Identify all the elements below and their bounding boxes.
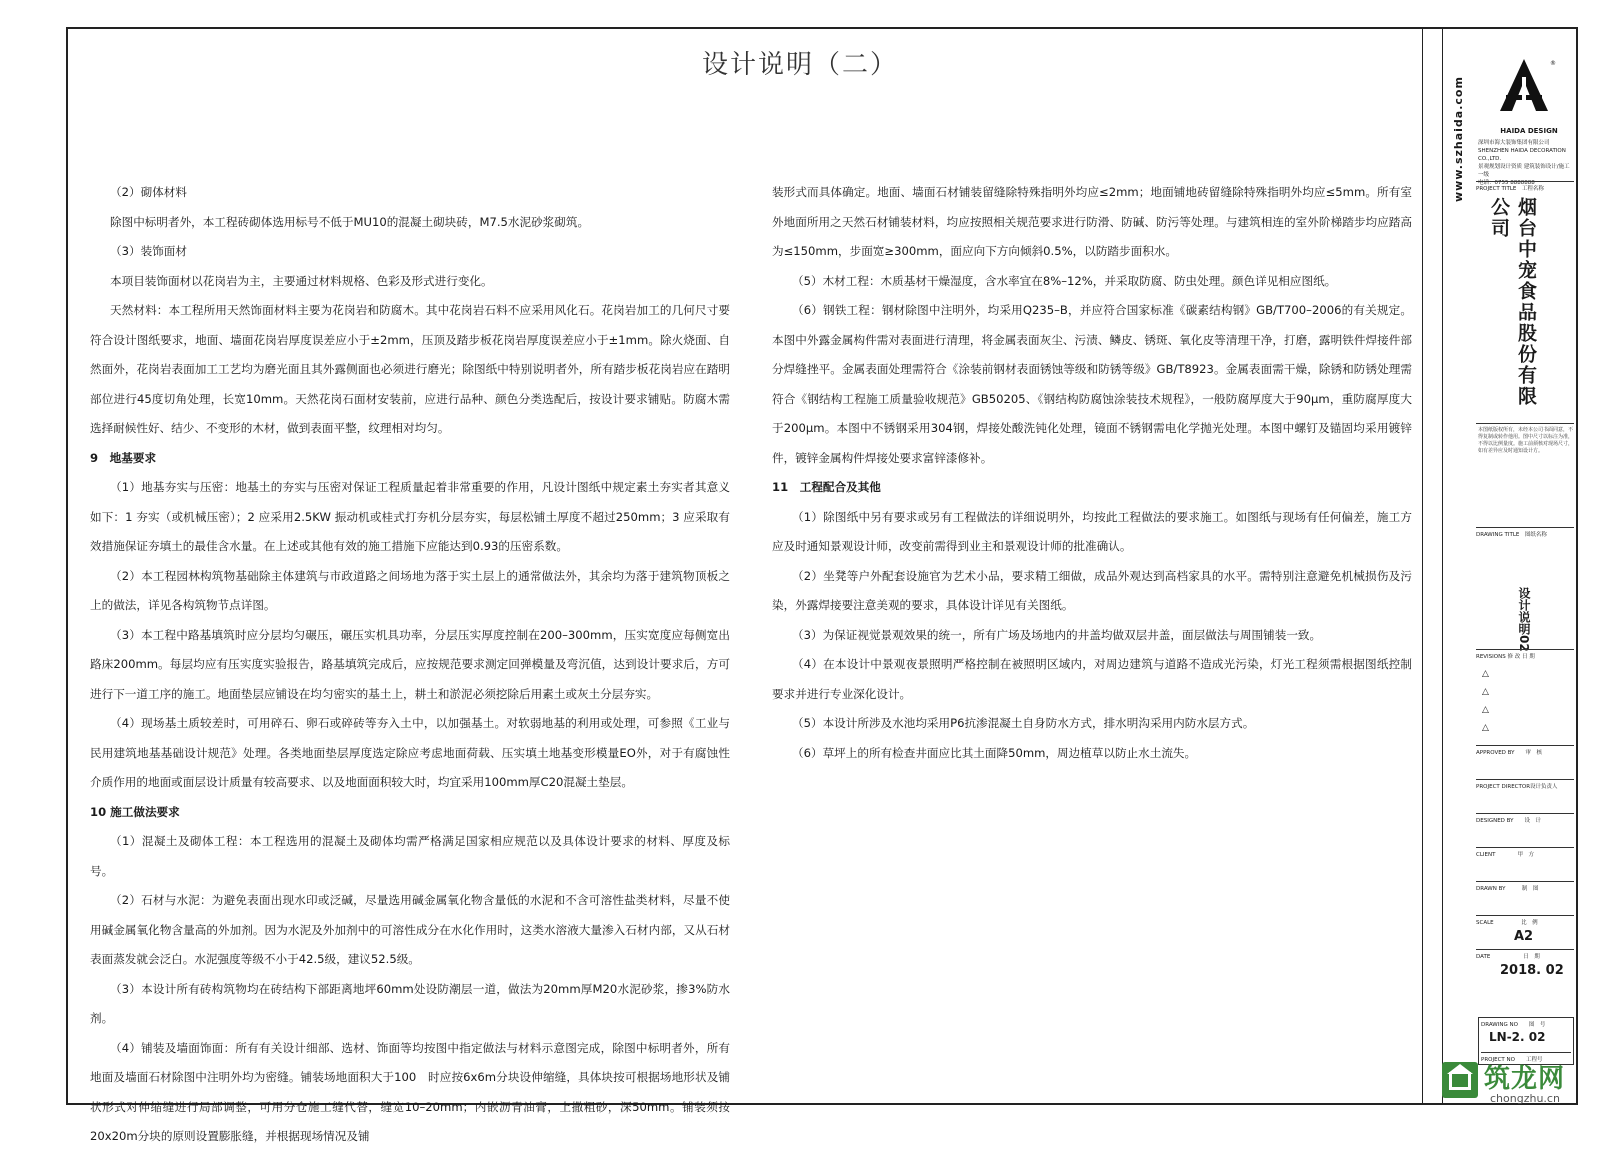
project-title-label: PROJECT TITLE 工程名称 <box>1476 186 1544 192</box>
company-url: www.szhaida.com <box>1452 76 1465 202</box>
section-heading: 11 工程配合及其他 <box>772 480 881 494</box>
paragraph: （3）本工程中路基填筑时应分层均匀碾压，碾压实机具功率，分层压实厚度控制在200–300mm，压实宽度应每侧宽出路床200mm。每层均应有压实度实验报告，路基填筑完成后，应按规范要求测定回弹模量及弯沉值，达到设计要求后，方可进行下一道工序的施工。地面垫层应铺设在均匀密实的基土上，耕土和淤泥必须挖除后用素土或灰土分层夯实。 <box>90 627 730 701</box>
company-logo-icon <box>1492 57 1556 121</box>
approved-label: APPROVED BY 审 核 <box>1476 750 1543 756</box>
drawing-title-row <box>1476 527 1574 538</box>
paragraph: 除图中标明者外，本工程砖砌体选用标号不低于MU10的混凝土砌块砖，M7.5水泥砂浆砌筑。 <box>110 214 590 229</box>
paragraph: （1）地基夯实与压密：地基土的夯实与压密对保证工程质量起着非常重要的作用，凡设计图纸中规定素土夯实者其意义如下：1 夯实（或机械压密）；2 应采用2.5KW 振动机或桂式打夯机分层夯实，每层松铺土厚度不超过250mm；3 应采取有效措施保证夯填土的最佳含水量。在上述或其他有效的施工措施下应能达到0.93的压密系数。 <box>90 480 730 553</box>
title-block-divider <box>1422 27 1423 1105</box>
scale-row <box>1476 915 1574 926</box>
paragraph: （2）坐凳等户外配套设施官为艺术小品，要求精工细做，成品外观达到高档家具的水平。需特别注意避免机械损伤及污染，外露焊接要注意美观的要求，具体设计详见有关图纸。 <box>772 568 1412 612</box>
paragraph: （3）本设计所有砖构筑物均在砖结构下部距离地坪60mm处设防潮层一道，做法为20mm厚M20水泥砂浆，掺3%防水剂。 <box>90 981 730 1025</box>
paragraph: （3）装饰面材 <box>110 244 187 258</box>
watermark <box>1442 1058 1592 1118</box>
client-row <box>1476 847 1574 858</box>
right-column <box>772 178 1412 768</box>
drawing-title-label: DRAWING TITLE 图纸名称 <box>1476 532 1547 538</box>
paragraph: （3）为保证视觉景观效果的统一，所有广场及场地内的井盖均做双层井盖，面层做法与周围铺装一致。 <box>792 627 1322 642</box>
title-block-divider <box>1442 27 1443 1105</box>
paragraph: 本项目装饰面材以花岗岩为主，主要通过材料规格、色彩及形式进行变化。 <box>110 273 493 288</box>
paragraph: 天然材料：本工程所用天然饰面材料主要为花岗岩和防腐木。其中花岗岩石料不应采用风化石。花岗岩加工的几何尺寸要符合设计图纸要求，地面、墙面花岗岩厚度误差应小于±2mm，压顶及踏步板花岗岩厚度误差应小于±1mm。除火烧面、自然面外，花岗岩表面加工工艺均为磨光面且其外露侧面也必须进行磨光；除图纸中特别说明者外，所有踏步板花岗岩应在踏明部位进行45度切角处理，长宽10mm。天然花岗石面材安装前，应进行品种、颜色分类选配后，按设计要求铺贴。防腐木需选择耐候性好、结少、不变形的木材，做到表面平整，纹理相对均匀。 <box>90 303 730 435</box>
drawn-row <box>1476 881 1574 892</box>
paragraph: （5）本设计所涉及水池均采用P6抗渗混凝土自身防水方式，排水明沟采用内防水层方式。 <box>792 716 1255 730</box>
revision-triangle-icon: △ <box>1482 669 1489 679</box>
date-value: 2018. 02 <box>1500 963 1564 978</box>
watermark-url: chongzhu.cn <box>1490 1092 1560 1105</box>
watermark-text: 筑龙网 <box>1484 1064 1566 1094</box>
section-heading: 9 地基要求 <box>90 450 157 465</box>
drawing-title: 设计说明02 <box>1517 587 1531 652</box>
company-line: 电话：0755 8888888 <box>1478 180 1535 186</box>
project-no-label: PROJECT NO 工程号 <box>1481 1052 1571 1063</box>
notice-row <box>1476 423 1574 424</box>
section-heading: 10 施工做法要求 <box>90 804 180 819</box>
designed-row <box>1476 813 1574 824</box>
date-row <box>1476 949 1574 960</box>
project-title-row <box>1476 181 1574 192</box>
paragraph: （5）木材工程：木质基材干燥湿度，含水率宜在8%–12%，并采取防腐、防虫处理。颜色详见相应图纸。 <box>792 273 1337 288</box>
title-block <box>1472 27 1578 1105</box>
designed-label: DESIGNED BY 设 计 <box>1476 818 1541 824</box>
drawn-label: DRAWN BY 制 图 <box>1476 886 1539 892</box>
company-info <box>1478 139 1574 187</box>
paragraph: （4）在本设计中景观夜景照明严格控制在被照明区域内，对周边建筑与道路不造成光污染，灯光工程须需根据图纸控制要求并进行专业深化设计。 <box>772 657 1412 701</box>
copyright-notice: 本图纸版权所有，未经本公司书面同意，不得复制或转作他用。图中尺寸以标注为准，不得以比例量度。施工前须核对现场尺寸，如有差异应及时通知设计方。 <box>1478 427 1574 454</box>
paragraph: （1）除图纸中另有要求或另有工程做法的详细说明外，均按此工程做法的要求施工。如图纸与现场有任何偏差，施工方应及时通知景观设计师，改变前需得到业主和景观设计师的批准确认。 <box>772 509 1412 553</box>
svg-text:®: ® <box>1550 60 1556 67</box>
paragraph: 装形式而具体确定。地面、墙面石材铺装留缝除特殊指明外均应≤2mm；地面铺地砖留缝除特殊指明外均应≤5mm。所有室外地面所用之天然石材铺装材料，均应按照相关规范要求进行防滑、防碱、防污等处理。与建筑相连的室外阶梯踏步均应踏高为≤150mm，步面宽≥300mm，面应向下方向倾斜0.5%，以防踏步面积水。 <box>772 185 1412 258</box>
left-column <box>90 178 730 1152</box>
director-row <box>1476 779 1574 790</box>
paragraph: （2）砌体材料 <box>110 185 187 199</box>
revisions-label: REVISIONS 修 改 日 期 <box>1476 654 1535 660</box>
company-line: SHENZHEN HAIDA DECORATION CO.,LTD. <box>1478 148 1566 162</box>
paragraph: （2）石材与水泥：为避免表面出现水印或泛碱，尽量选用碱金属氧化物含量低的水泥和不含可溶性盐类材料，尽量不使用碱金属氧化物含量高的外加剂。因为水泥及外加剂中的可溶性成分在水化作用时，这类水溶液大量渗入石材内部，又从石材表面蒸发就会泛白。水泥强度等级不小于42.5级，建议52.5级。 <box>90 893 730 966</box>
client-label: CLIENT 甲 方 <box>1476 852 1534 858</box>
revision-triangle-icon: △ <box>1482 687 1489 697</box>
director-label: PROJECT DIRECTOR设计负责人 <box>1476 784 1558 790</box>
client-name: 烟台中宠食品股份有限公司 <box>1488 197 1537 407</box>
company-line: 景观规划设计资质 建筑装饰设计/施工一级 <box>1478 164 1570 178</box>
drawing-no-value: LN-2. 02 <box>1489 1030 1546 1044</box>
revision-triangle-icon: △ <box>1482 705 1489 715</box>
company-line: 深圳市海大装饰集团有限公司 <box>1478 140 1550 146</box>
date-label: DATE 日 期 <box>1476 954 1540 960</box>
paragraph: （4）铺装及墙面饰面：所有有关设计细部、选材、饰面等均按图中指定做法与材料示意图完成，除图中标明者外，所有地面及墙面石材除图中注明外均为密缝。铺装场地面积大于100 时应按6x6m分块设伸缩缝，具体块按可根据场地形状及铺状形式对伸缩缝进行局部调整，可用分仓施工缝代替，缝宽10–20mm；内嵌沥青油膏，上撒粗砂，深50mm。铺装须按20x20m分块的原则设置膨胀缝，并根据现场情况及铺 <box>90 1040 730 1143</box>
page-title: 设计说明（二） <box>701 50 898 80</box>
scale-label: SCALE 比 例 <box>1476 920 1538 926</box>
paragraph: （2）本工程园林构筑物基础除主体建筑与市政道路之间场地为落于实土层上的通常做法外，其余均为落于建筑物顶板之上的做法，详见各构筑物节点详图。 <box>90 568 730 612</box>
house-logo-icon <box>1442 1062 1478 1098</box>
paragraph: （6）钢铁工程：钢材除图中注明外，均采用Q235–B，并应符合国家标准《碳素结构钢》GB/T700–2006的有关规定。本图中外露金属构件需对表面进行清理，将金属表面灰尘、污渍、鳞皮、锈斑、氧化皮等清理干净，打磨，露明铁件焊接件部分焊缝挫平。金属表面处理需符合《涂装前钢材表面锈蚀等级和防锈等级》GB/T8923。金属表面需干燥，除锈和防锈处理需符合《钢结构工程施工质量验收规范》GB50205、《钢结构防腐蚀涂装技术规程》，一般防腐厚度大于90μm，重防腐厚度大于200μm。本图中不锈钢采用304钢，焊接处酸洗钝化处理，镜面不锈钢需电化学抛光处理。本图中螺钉及锚固均采用镀锌件，镀锌金属构件焊接处要求富锌漆修补。 <box>772 303 1412 465</box>
drawing-no-label: DRAWING NO 图 号 <box>1481 1022 1546 1028</box>
paragraph: （6）草坪上的所有检查井面应比其土面降50mm，周边植草以防止水土流失。 <box>792 745 1197 760</box>
paragraph: （1）混凝土及砌体工程：本工程选用的混凝土及砌体均需严格满足国家相应规范以及具体设计要求的材料、厚度及标号。 <box>90 834 730 878</box>
logo-text: HAIDA DESIGN <box>1500 127 1558 135</box>
paragraph: （4）现场基土质较差时，可用碎石、卵石或碎砖等夯入土中，以加强基土。对软弱地基的利用或处理，可参照《工业与民用建筑地基基础设计规范》处理。各类地面垫层厚度选定除应考虑地面荷载、压实填土地基变形模量EO外，对于有腐蚀性介质作用的地面或面层设计质量有较高要求、以及地面面积较大时，均宜采用100mm厚C20混凝土垫层。 <box>90 716 730 789</box>
approved-row <box>1476 745 1574 756</box>
revision-triangle-icon: △ <box>1482 723 1489 733</box>
revisions-row <box>1476 649 1574 660</box>
scale-value: A2 <box>1514 929 1534 944</box>
